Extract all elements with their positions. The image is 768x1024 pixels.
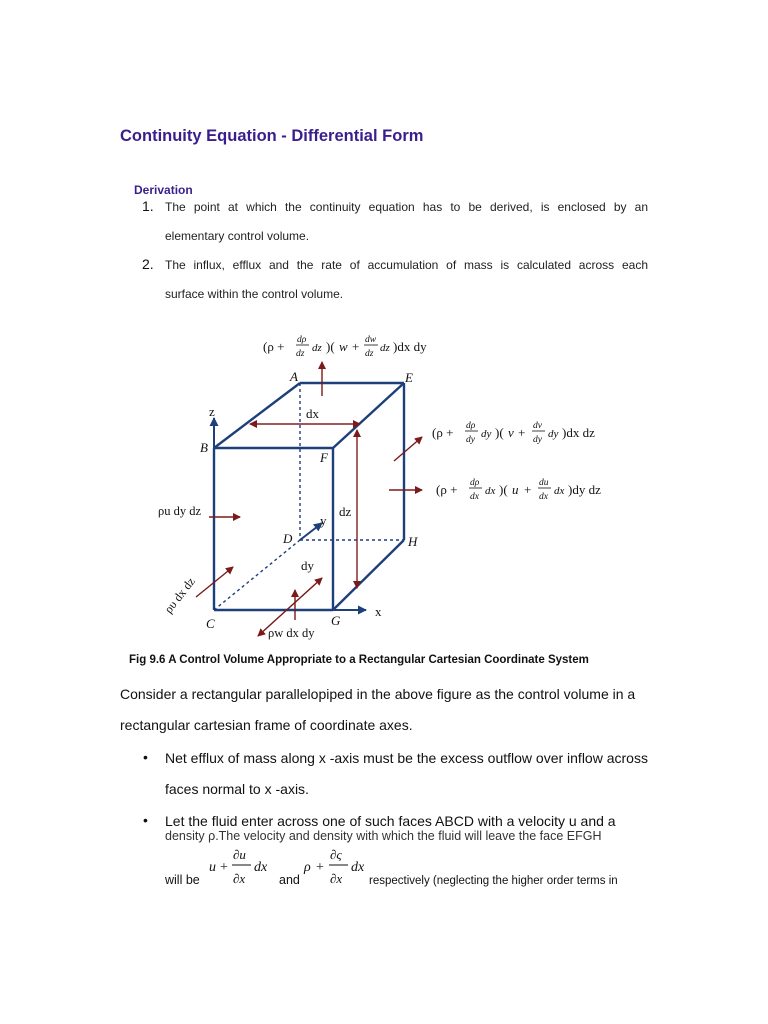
- figure-caption: Fig 9.6 A Control Volume Appropriate to a Rectangular Cartesian Coordinate System: [129, 654, 589, 666]
- vertex-a-label: A: [290, 369, 298, 384]
- svg-text:dz: dz: [296, 349, 305, 359]
- svg-text:dx: dx: [351, 860, 365, 875]
- svg-text:dz: dz: [380, 342, 390, 354]
- control-volume-figure: [0, 320, 768, 650]
- y-inflow-label: ρυ dx dz: [161, 574, 198, 616]
- step-1-number: 1.: [142, 198, 154, 214]
- vertex-g-label: G: [331, 613, 341, 628]
- svg-text:∂x: ∂x: [330, 871, 343, 886]
- svg-text:dρ: dρ: [297, 335, 307, 345]
- para1-line-2: rectangular cartesian frame of coordinate axes.: [120, 717, 413, 733]
- svg-text:+: +: [316, 860, 324, 875]
- and-text: and: [279, 873, 300, 887]
- svg-text:)(: )(: [495, 425, 504, 440]
- bullet-2-line-1: Let the fluid enter across one of such faces ABCD with a velocity u and a: [165, 813, 616, 829]
- derivation-heading: Derivation: [134, 183, 193, 197]
- step-2-line-1: The influx, efflux and the rate of accumulation of mass is calculated across each: [165, 258, 648, 272]
- bullet-2-line-2: density ρ.The velocity and density with which the fluid will leave the face EFGH: [165, 829, 602, 843]
- bullet-1-line-1: Net efflux of mass along x -axis must be the excess outflow over inflow across: [165, 750, 648, 766]
- svg-text:dx: dx: [485, 485, 496, 497]
- svg-text:dy: dy: [481, 428, 492, 440]
- dy-label: dy: [301, 558, 314, 573]
- svg-text:+: +: [352, 339, 360, 354]
- y-axis-label: y: [320, 513, 327, 528]
- svg-text:u: u: [512, 482, 519, 497]
- side-outflow-label: [432, 421, 595, 445]
- svg-text:)dx dy: )dx dy: [393, 339, 427, 354]
- bullet-1-line-2: faces normal to x -axis.: [165, 781, 309, 797]
- svg-text:dx: dx: [554, 485, 565, 497]
- vertex-e-label: E: [405, 370, 413, 385]
- vertex-f-label: F: [320, 450, 328, 465]
- respectively-text: respectively (neglecting the higher order terms in: [369, 875, 618, 887]
- edge-cd-hidden: [214, 540, 300, 610]
- svg-text:dx: dx: [539, 492, 548, 502]
- svg-text:v: v: [508, 425, 514, 440]
- svg-text:∂u: ∂u: [233, 847, 246, 862]
- svg-text:)(: )(: [499, 482, 508, 497]
- vertex-c-label: C: [206, 616, 215, 631]
- x-axis-label: x: [375, 604, 382, 619]
- svg-text:(ρ +: (ρ +: [432, 425, 454, 440]
- svg-text:w: w: [339, 339, 348, 354]
- svg-text:∂ς: ∂ς: [330, 847, 342, 862]
- velocity-expression: [205, 845, 275, 891]
- dx-label: dx: [306, 406, 319, 421]
- density-expression: [300, 845, 372, 891]
- side-outflow-arrow: [394, 437, 422, 461]
- step-1-line-2: elementary control volume.: [165, 229, 310, 243]
- page-title: Continuity Equation - Differential Form: [120, 127, 424, 145]
- svg-text:)dy dz: )dy dz: [568, 482, 601, 497]
- svg-text:dw: dw: [365, 335, 377, 345]
- step-2-line-2: surface within the control volume.: [165, 287, 344, 301]
- edge-fe: [333, 383, 404, 448]
- svg-text:dx: dx: [254, 860, 268, 875]
- edge-ba: [214, 383, 300, 448]
- svg-text:u: u: [209, 860, 216, 875]
- svg-text:dx: dx: [470, 492, 479, 502]
- svg-text:dy: dy: [466, 435, 475, 445]
- top-outflow-label: [263, 335, 427, 359]
- svg-text:dρ: dρ: [470, 478, 480, 488]
- svg-text:(ρ +: (ρ +: [436, 482, 458, 497]
- z-inflow-label: ρw dx dy: [268, 626, 315, 640]
- svg-text:ρ: ρ: [304, 860, 311, 875]
- svg-text:dz: dz: [365, 349, 374, 359]
- edge-gh: [333, 540, 404, 610]
- bullet-1-marker: •: [143, 749, 148, 765]
- svg-text:+: +: [518, 425, 526, 440]
- svg-text:dy: dy: [533, 435, 542, 445]
- z-axis-label: z: [209, 404, 215, 419]
- svg-text:+: +: [524, 482, 532, 497]
- svg-text:dz: dz: [312, 342, 322, 354]
- vertex-b-label: B: [200, 440, 208, 455]
- para1-line-1: Consider a rectangular parallelopiped in the above figure as the control volume in a: [120, 686, 636, 702]
- will-be-text: will be: [165, 873, 200, 887]
- y-axis-arrow: [300, 523, 322, 540]
- x-inflow-label: ρu dy dz: [158, 504, 202, 518]
- svg-text:(ρ +: (ρ +: [263, 339, 285, 354]
- svg-text:∂x: ∂x: [233, 871, 246, 886]
- right-outflow-label: [436, 478, 601, 502]
- step-2-number: 2.: [142, 256, 154, 272]
- bullet-2-marker: •: [143, 812, 148, 828]
- svg-text:du: du: [539, 478, 549, 488]
- svg-text:dv: dv: [533, 421, 542, 431]
- svg-text:dy: dy: [548, 428, 559, 440]
- dz-label: dz: [339, 504, 352, 519]
- svg-text:dρ: dρ: [466, 421, 476, 431]
- svg-text:)dx dz: )dx dz: [562, 425, 595, 440]
- vertex-d-label: D: [283, 531, 293, 546]
- svg-text:)(: )(: [326, 339, 335, 354]
- step-1-line-1: The point at which the continuity equation has to be derived, is enclosed by an: [165, 200, 648, 214]
- vertex-h-label: H: [408, 534, 418, 549]
- svg-text:+: +: [220, 860, 228, 875]
